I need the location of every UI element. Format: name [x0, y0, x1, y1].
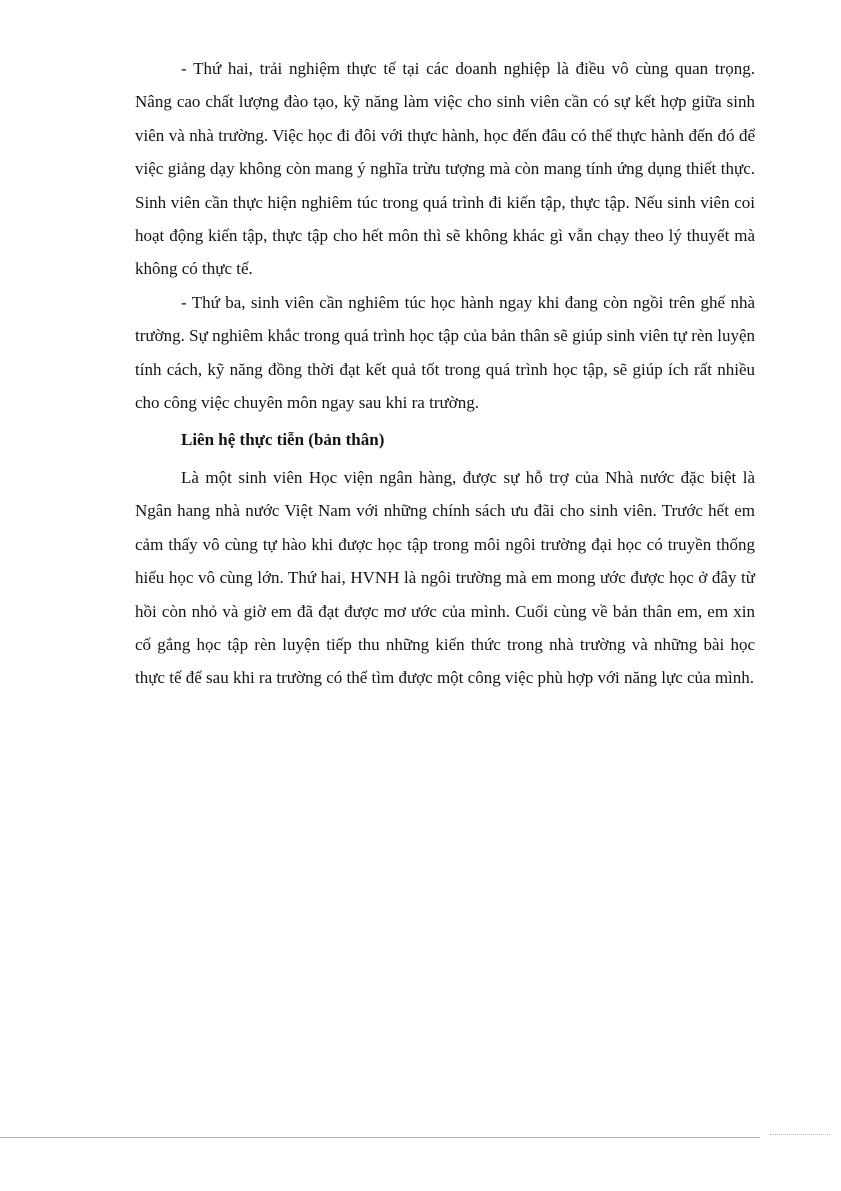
- section-heading: Liên hệ thực tiễn (bản thân): [181, 430, 385, 450]
- paragraph-thu-hai: - Thứ hai, trải nghiệm thực tế tại các doanh nghiệp là điều vô cùng quan trọng. Nâng cao chất lượng đào tạo, kỹ năng làm việc cho sinh viên cần có sự kết hợp giữa sinh viên và nhà trường. Việc học đi đôi với thực hành, học đến đâu có thể thực hành đến đó để việc giảng dạy không còn mang ý nghĩa trừu tượng mà còn mang tính ứng dụng thiết thực. Sinh viên cần thực hiện nghiêm túc trong quá trình đi kiến tập, thực tập. Nếu sinh viên coi hoạt động kiến tập, thực tập cho hết môn thì sẽ không khác gì vẫn chạy theo lý thuyết mà không có thực tế.: [135, 59, 755, 279]
- footer-divider: [0, 1137, 760, 1138]
- document-body: [135, 52, 755, 695]
- footer-dotted-mark: [770, 1134, 830, 1137]
- paragraph-lien-he: Là một sinh viên Học viện ngân hàng, được sự hỗ trợ của Nhà nước đặc biệt là Ngân hang nhà nước Việt Nam với những chính sách ưu đãi cho sinh viên. Trước hết em cảm thấy vô cùng tự hào khi được học tập trong môi ngôi trường đại học có truyền thống hiếu học vô cùng lớn. Thứ hai, HVNH là ngôi trường mà em mong ước được học ở đây từ hồi còn nhỏ và giờ em đã đạt được mơ ước của mình. Cuối cùng về bản thân em, em xin cố gắng học tập rèn luyện tiếp thu những kiến thức trong nhà trường và những bài học thực tế để sau khi ra trường có thể tìm được một công việc phù hợp với năng lực của mình.: [135, 467, 755, 688]
- paragraph-thu-ba: - Thứ ba, sinh viên cần nghiêm túc học hành ngay khi đang còn ngồi trên ghế nhà trường. Sự nghiêm khắc trong quá trình học tập của bản thân sẽ giúp sinh viên tự rèn luyện tính cách, kỹ năng đồng thời đạt kết quả tốt trong quá trình học tập, sẽ giúp ích rất nhiều cho công việc chuyên môn ngay sau khi ra trường.: [135, 292, 755, 413]
